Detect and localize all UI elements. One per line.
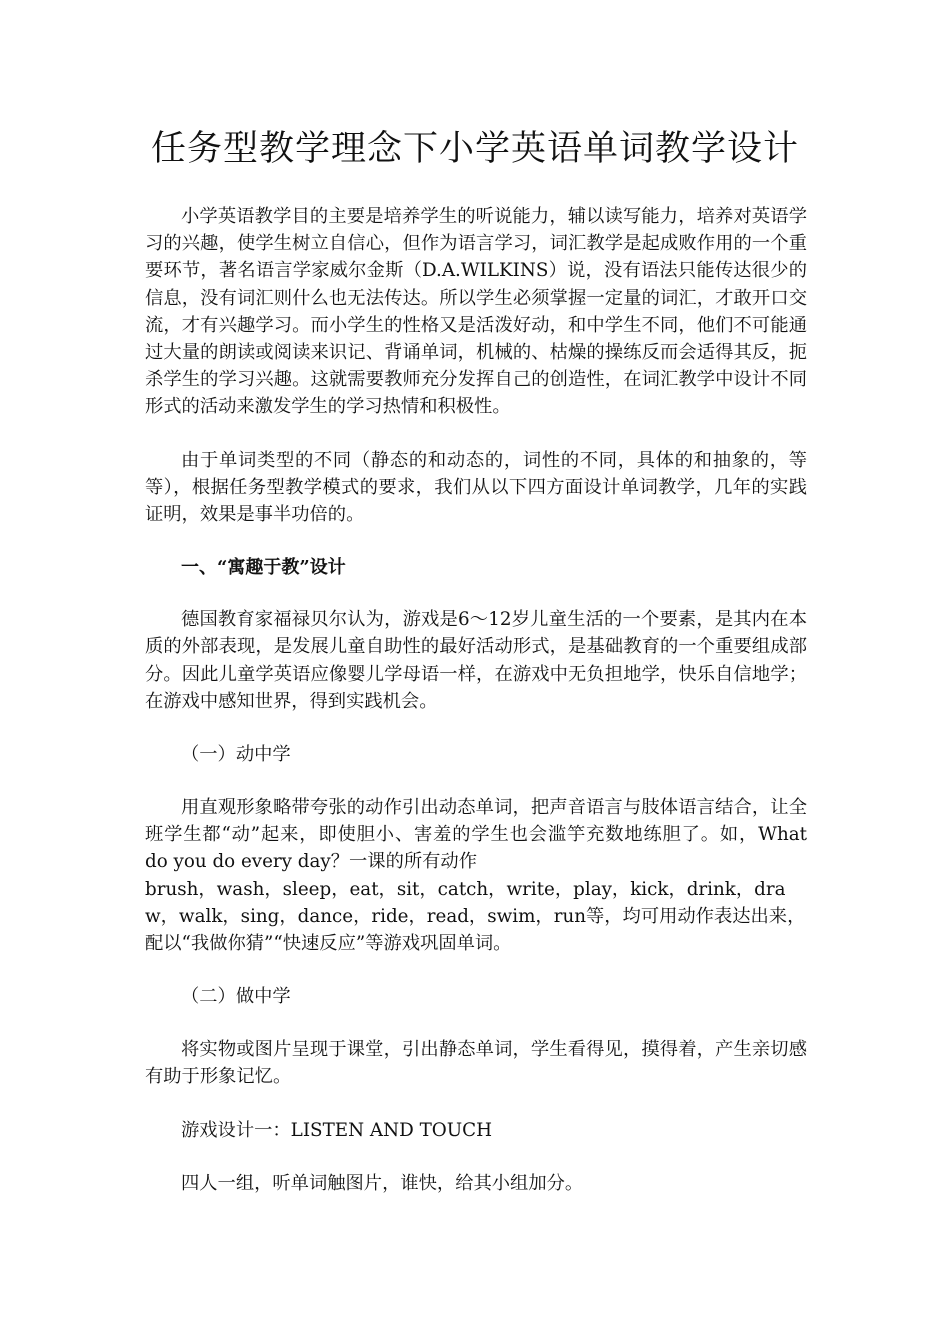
spacer: [145, 1144, 807, 1170]
game-1-title: 游戏设计一：LISTEN AND TOUCH: [181, 1119, 493, 1141]
subsection-1-paragraph: 用直观形象略带夸张的动作引出动态单词，把声音语言与肢体语言结合，让全班学生都“动”起来，即使胆小、害羞的学生也会滥竽充数地练胆了。如，What do you do every day？一课的所有动作: [145, 797, 807, 873]
spacer: [145, 1091, 807, 1117]
spacer: [145, 421, 807, 447]
spacer: [145, 957, 807, 983]
action-word-list: brush，wash，sleep，eat，sit，catch，write，play，kick，drink，draw，walk，sing，dance，ride，read，swim，run等，均可用动作表达出来，配以“我做你猜”“快速反应”等游戏巩固单词。: [145, 878, 806, 955]
document-body: [145, 203, 807, 1197]
section-1-heading: 一、“寓趣于教”设计: [181, 557, 346, 579]
subsection-1-heading: （一）动中学: [181, 744, 291, 766]
spacer: [145, 768, 807, 794]
intro-paragraph-2: 由于单词类型的不同（静态的和动态的，词性的不同，具体的和抽象的，等等），根据任务型教学模式的要求，我们从以下四方面设计单词教学，几年的实践证明，效果是事半功倍的。: [145, 449, 807, 526]
section-1-paragraph: 德国教育家福禄贝尔认为，游戏是6～12岁儿童生活的一个要素，是其内在本质的外部表现，是发展儿童自助性的最好活动形式，是基础教育的一个重要组成部分。因此儿童学英语应像婴儿学母语一样，在游戏中无负担地学，快乐自信地学；在游戏中感知世界，得到实践机会。: [145, 609, 807, 712]
subsection-2-paragraph: 将实物或图片呈现于课堂，引出静态单词，学生看得见，摸得着，产生亲切感有助于形象记忆。: [145, 1039, 807, 1088]
document-title: 任务型教学理念下小学英语单词教学设计: [150, 129, 799, 169]
intro-paragraph-1: 小学英语教学目的主要是培养学生的听说能力，辅以读写能力，培养对英语学习的兴趣，使学生树立自信心，但作为语言学习，词汇教学是起成败作用的一个重要环节，著名语言学家威尔金斯（D.A.WILKINS）说，没有语法只能传达很少的信息，没有词汇则什么也无法传达。所以学生必须掌握一定量的词汇，才敢开口交流，才有兴趣学习。而小学生的性格又是活泼好动，和中学生不同，他们不可能通过大量的朗读或阅读来识记、背诵单词，机械的、枯燥的操练反而会适得其反，扼杀学生的学习兴趣。这就需要教师充分发挥自己的创造性，在词汇教学中设计不同形式的活动来激发学生的学习热情和积极性。: [145, 206, 807, 418]
subsection-2-heading: （二）做中学: [181, 986, 291, 1008]
spacer: [145, 715, 807, 741]
spacer: [145, 528, 807, 554]
spacer: [145, 1010, 807, 1036]
game-1-description: 四人一组，听单词触图片，谁快，给其小组加分。: [181, 1172, 584, 1194]
spacer: [145, 581, 807, 606]
